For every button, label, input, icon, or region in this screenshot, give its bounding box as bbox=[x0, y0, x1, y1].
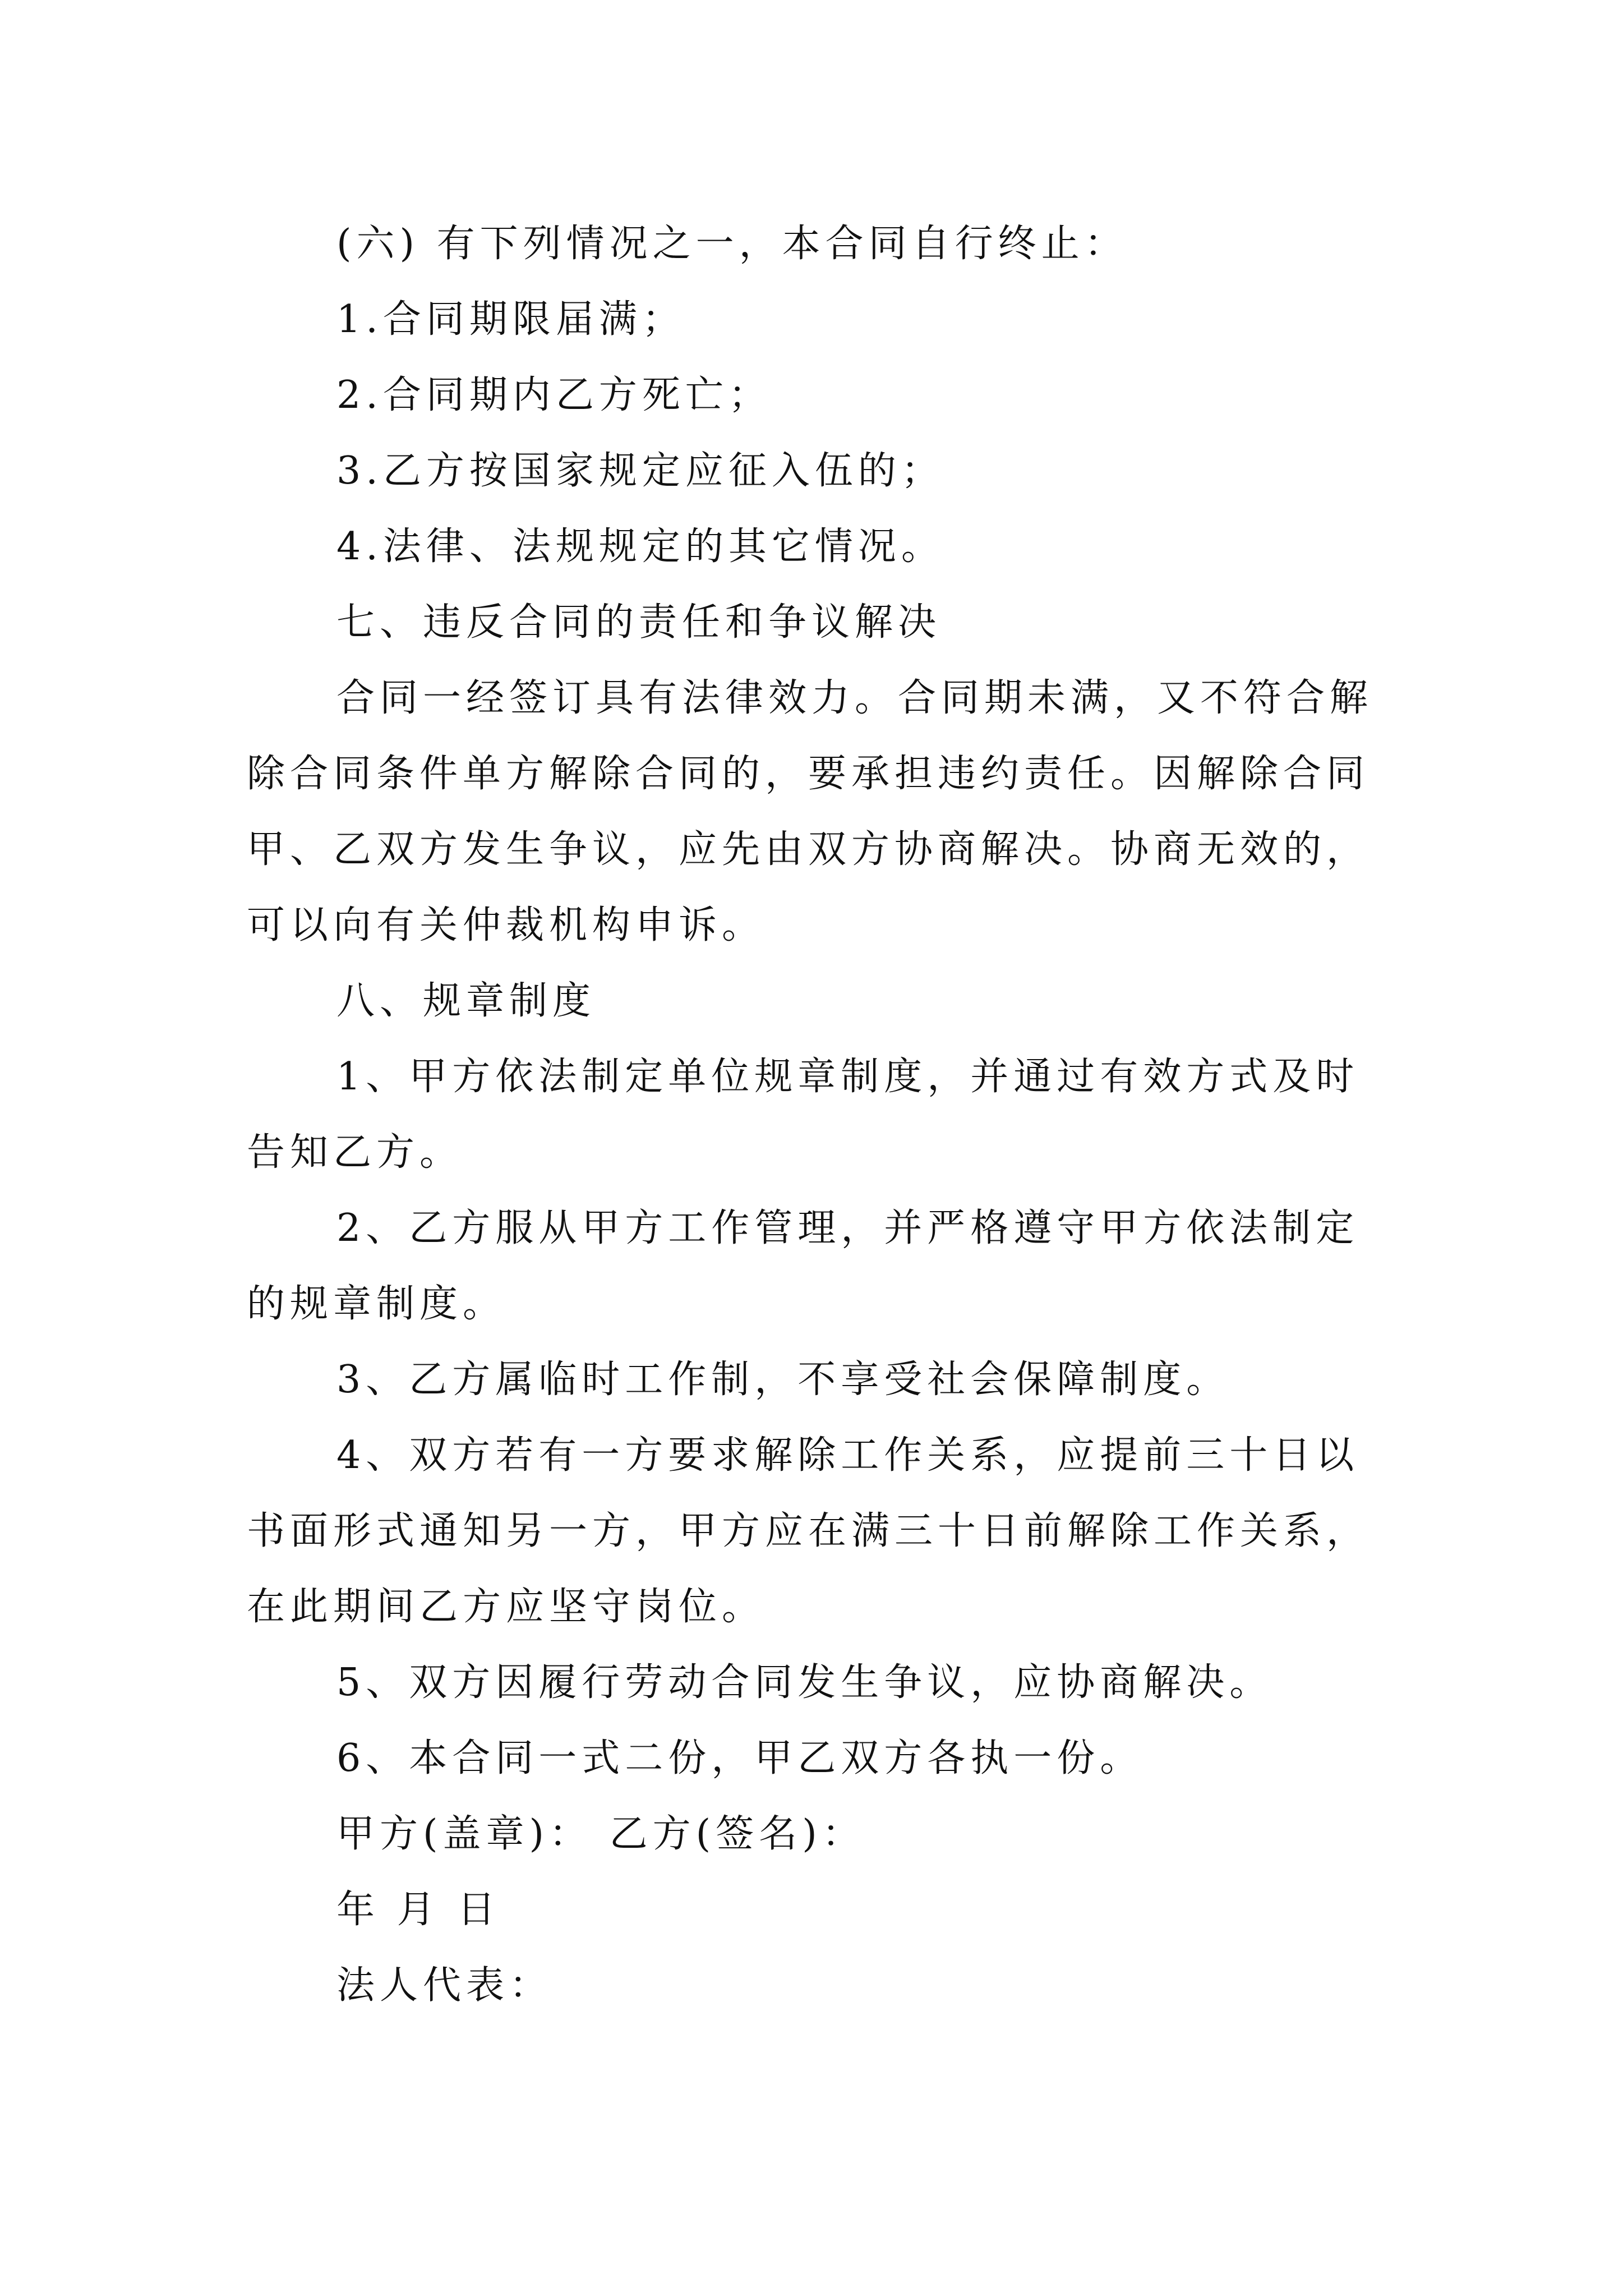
rule-4-line: 书面形式通知另一方，甲方应在满三十日前解除工作关系， bbox=[247, 1509, 1370, 1553]
clause-6-heading: (六) 有下列情况之一，本合同自行终止： bbox=[336, 222, 1128, 266]
signature-parties-line: 甲方(盖章)： 乙方(签名)： bbox=[336, 1812, 865, 1856]
rule-4-line: 在此期间乙方应坚守岗位。 bbox=[247, 1585, 766, 1629]
rule-2-line: 2、乙方服从甲方工作管理，并严格遵守甲方依法制定 bbox=[336, 1206, 1359, 1250]
termination-item-1: 1.合同期限届满； bbox=[336, 297, 685, 342]
section-7-paragraph-line: 除合同条件单方解除合同的，要承担违约责任。因解除合同 bbox=[247, 752, 1370, 796]
section-7-heading: 七、违反合同的责任和争议解决 bbox=[336, 600, 942, 645]
termination-item-3: 3.乙方按国家规定应征入伍的； bbox=[336, 449, 944, 493]
rule-1-line: 1、甲方依法制定单位规章制度，并通过有效方式及时 bbox=[336, 1055, 1359, 1099]
rule-6-line: 6、本合同一式二份，甲乙双方各执一份。 bbox=[336, 1736, 1144, 1780]
rule-4-line: 4、双方若有一方要求解除工作关系，应提前三十日以 bbox=[336, 1433, 1359, 1478]
section-8-heading: 八、规章制度 bbox=[336, 979, 596, 1023]
termination-item-4: 4.法律、法规规定的其它情况。 bbox=[336, 524, 944, 569]
rule-2-line: 的规章制度。 bbox=[247, 1282, 506, 1326]
legal-representative-line: 法人代表： bbox=[336, 1963, 553, 2008]
termination-item-2: 2.合同期内乙方死亡； bbox=[336, 373, 772, 417]
section-7-paragraph-line: 可以向有关仲裁机构申诉。 bbox=[247, 903, 766, 947]
rule-1-line: 告知乙方。 bbox=[247, 1130, 463, 1175]
rule-3-line: 3、乙方属临时工作制，不享受社会保障制度。 bbox=[336, 1358, 1230, 1402]
rule-5-line: 5、双方因履行劳动合同发生争议，应协商解决。 bbox=[336, 1660, 1273, 1705]
section-7-paragraph-line: 甲、乙双方发生争议，应先由双方协商解决。协商无效的， bbox=[247, 827, 1370, 872]
signature-date-line: 年 月 日 bbox=[336, 1888, 501, 1932]
section-7-paragraph-line: 合同一经签订具有法律效力。合同期未满，又不符合解 bbox=[336, 676, 1373, 720]
